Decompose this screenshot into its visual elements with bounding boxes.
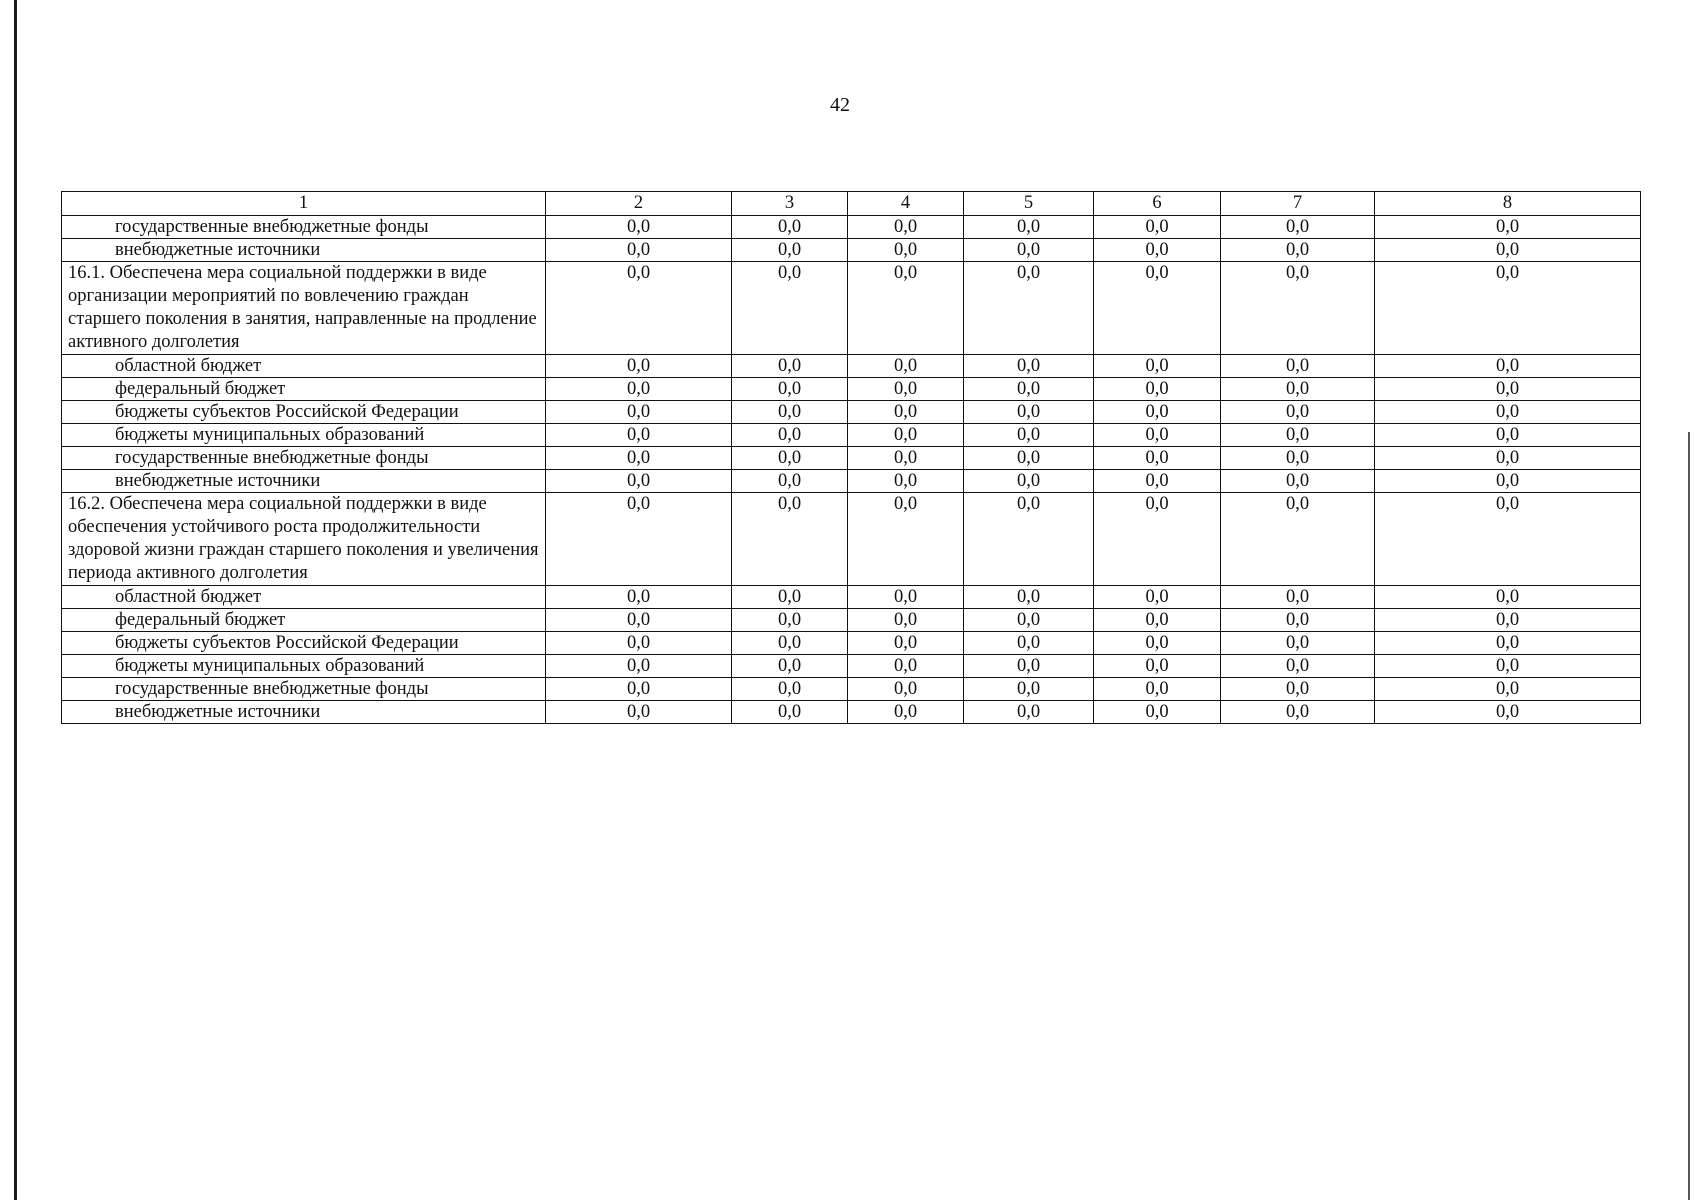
value-cell-col-6: 0,0: [1094, 586, 1221, 609]
funding-source-label-cell: областной бюджет: [62, 586, 546, 609]
value-cell-col-2: 0,0: [546, 355, 732, 378]
value-cell-col-4: 0,0: [848, 401, 964, 424]
page-number: 42: [830, 94, 850, 116]
value-cell-col-6: 0,0: [1094, 401, 1221, 424]
value-cell-col-7: 0,0: [1221, 239, 1375, 262]
value-cell-col-6: 0,0: [1094, 216, 1221, 239]
funding-source-row: [62, 378, 1641, 401]
value-cell-col-4: 0,0: [848, 655, 964, 678]
value-cell-col-3: 0,0: [732, 609, 848, 632]
value-cell-col-5: 0,0: [964, 424, 1094, 447]
value-cell-col-5: 0,0: [964, 632, 1094, 655]
funding-source-row: [62, 355, 1641, 378]
value-cell-col-8: 0,0: [1375, 655, 1641, 678]
budget-table: [61, 191, 1641, 724]
value-cell-col-8: 0,0: [1375, 586, 1641, 609]
funding-source-label-cell: федеральный бюджет: [62, 378, 546, 401]
value-cell-col-8: 0,0: [1375, 632, 1641, 655]
value-cell-col-2: 0,0: [546, 609, 732, 632]
funding-source-label-cell: федеральный бюджет: [62, 609, 546, 632]
value-cell-col-4: 0,0: [848, 447, 964, 470]
value-cell-col-2: 0,0: [546, 493, 732, 586]
funding-source-row: [62, 447, 1641, 470]
value-cell-col-3: 0,0: [732, 355, 848, 378]
value-cell-col-3: 0,0: [732, 655, 848, 678]
value-cell-col-6: 0,0: [1094, 378, 1221, 401]
value-cell-col-6: 0,0: [1094, 262, 1221, 355]
value-cell-col-3: 0,0: [732, 424, 848, 447]
value-cell-col-7: 0,0: [1221, 655, 1375, 678]
value-cell-col-6: 0,0: [1094, 632, 1221, 655]
funding-source-row: [62, 586, 1641, 609]
value-cell-col-6: 0,0: [1094, 655, 1221, 678]
table-body: [62, 192, 1641, 724]
value-cell-col-2: 0,0: [546, 216, 732, 239]
value-cell-col-4: 0,0: [848, 678, 964, 701]
table-header-row: [62, 192, 1641, 216]
funding-source-label-cell: бюджеты муниципальных образований: [62, 655, 546, 678]
header-cell-col-5: 5: [964, 192, 1094, 216]
value-cell-col-8: 0,0: [1375, 355, 1641, 378]
value-cell-col-8: 0,0: [1375, 470, 1641, 493]
value-cell-col-7: 0,0: [1221, 701, 1375, 724]
value-cell-col-3: 0,0: [732, 262, 848, 355]
value-cell-col-7: 0,0: [1221, 262, 1375, 355]
funding-source-row: [62, 424, 1641, 447]
value-cell-col-5: 0,0: [964, 493, 1094, 586]
value-cell-col-6: 0,0: [1094, 424, 1221, 447]
value-cell-col-3: 0,0: [732, 378, 848, 401]
funding-source-label-cell: государственные внебюджетные фонды: [62, 447, 546, 470]
value-cell-col-5: 0,0: [964, 216, 1094, 239]
value-cell-col-8: 0,0: [1375, 678, 1641, 701]
funding-source-row: [62, 239, 1641, 262]
value-cell-col-8: 0,0: [1375, 216, 1641, 239]
value-cell-col-7: 0,0: [1221, 586, 1375, 609]
value-cell-col-5: 0,0: [964, 447, 1094, 470]
value-cell-col-5: 0,0: [964, 401, 1094, 424]
value-cell-col-8: 0,0: [1375, 493, 1641, 586]
header-cell-col-6: 6: [1094, 192, 1221, 216]
value-cell-col-3: 0,0: [732, 447, 848, 470]
value-cell-col-4: 0,0: [848, 239, 964, 262]
value-cell-col-3: 0,0: [732, 470, 848, 493]
header-cell-col-8: 8: [1375, 192, 1641, 216]
value-cell-col-4: 0,0: [848, 424, 964, 447]
funding-source-label-cell: бюджеты муниципальных образований: [62, 424, 546, 447]
value-cell-col-6: 0,0: [1094, 701, 1221, 724]
value-cell-col-2: 0,0: [546, 447, 732, 470]
value-cell-col-2: 0,0: [546, 655, 732, 678]
value-cell-col-8: 0,0: [1375, 401, 1641, 424]
value-cell-col-3: 0,0: [732, 632, 848, 655]
value-cell-col-5: 0,0: [964, 239, 1094, 262]
value-cell-col-5: 0,0: [964, 678, 1094, 701]
value-cell-col-8: 0,0: [1375, 378, 1641, 401]
value-cell-col-3: 0,0: [732, 216, 848, 239]
header-cell-col-7: 7: [1221, 192, 1375, 216]
value-cell-col-5: 0,0: [964, 655, 1094, 678]
value-cell-col-3: 0,0: [732, 493, 848, 586]
value-cell-col-8: 0,0: [1375, 239, 1641, 262]
funding-source-label-cell: внебюджетные источники: [62, 701, 546, 724]
scan-left-edge: [14, 0, 17, 1200]
value-cell-col-7: 0,0: [1221, 678, 1375, 701]
value-cell-col-6: 0,0: [1094, 239, 1221, 262]
value-cell-col-7: 0,0: [1221, 493, 1375, 586]
value-cell-col-8: 0,0: [1375, 447, 1641, 470]
value-cell-col-2: 0,0: [546, 239, 732, 262]
measure-label-cell: 16.2. Обеспечена мера социальной поддержки в виде обеспечения устойчивого роста продолжительности здоровой жизни граждан старшего поколения и увеличения периода активного долголетия: [62, 493, 546, 586]
scan-right-edge: [1688, 432, 1690, 1200]
value-cell-col-2: 0,0: [546, 470, 732, 493]
funding-source-row: [62, 632, 1641, 655]
funding-source-row: [62, 216, 1641, 239]
value-cell-col-3: 0,0: [732, 701, 848, 724]
value-cell-col-8: 0,0: [1375, 609, 1641, 632]
funding-source-label-cell: бюджеты субъектов Российской Федерации: [62, 632, 546, 655]
value-cell-col-3: 0,0: [732, 239, 848, 262]
value-cell-col-4: 0,0: [848, 355, 964, 378]
value-cell-col-4: 0,0: [848, 378, 964, 401]
value-cell-col-3: 0,0: [732, 401, 848, 424]
value-cell-col-7: 0,0: [1221, 609, 1375, 632]
value-cell-col-6: 0,0: [1094, 493, 1221, 586]
funding-source-row: [62, 701, 1641, 724]
measure-row: [62, 262, 1641, 355]
value-cell-col-4: 0,0: [848, 609, 964, 632]
value-cell-col-5: 0,0: [964, 262, 1094, 355]
value-cell-col-6: 0,0: [1094, 355, 1221, 378]
funding-source-label-cell: областной бюджет: [62, 355, 546, 378]
value-cell-col-3: 0,0: [732, 678, 848, 701]
value-cell-col-7: 0,0: [1221, 355, 1375, 378]
value-cell-col-4: 0,0: [848, 632, 964, 655]
value-cell-col-7: 0,0: [1221, 378, 1375, 401]
value-cell-col-7: 0,0: [1221, 424, 1375, 447]
funding-source-row: [62, 609, 1641, 632]
measure-row: [62, 493, 1641, 586]
header-cell-col-4: 4: [848, 192, 964, 216]
value-cell-col-4: 0,0: [848, 493, 964, 586]
value-cell-col-5: 0,0: [964, 378, 1094, 401]
value-cell-col-4: 0,0: [848, 216, 964, 239]
value-cell-col-2: 0,0: [546, 262, 732, 355]
value-cell-col-4: 0,0: [848, 470, 964, 493]
value-cell-col-7: 0,0: [1221, 216, 1375, 239]
value-cell-col-5: 0,0: [964, 701, 1094, 724]
measure-label-cell: 16.1. Обеспечена мера социальной поддержки в виде организации мероприятий по вовлечению граждан старшего поколения в занятия, направленные на продление активного долголетия: [62, 262, 546, 355]
value-cell-col-2: 0,0: [546, 378, 732, 401]
header-cell-col-2: 2: [546, 192, 732, 216]
value-cell-col-5: 0,0: [964, 355, 1094, 378]
value-cell-col-2: 0,0: [546, 701, 732, 724]
header-cell-col-1: 1: [62, 192, 546, 216]
value-cell-col-2: 0,0: [546, 632, 732, 655]
value-cell-col-6: 0,0: [1094, 678, 1221, 701]
funding-source-label-cell: внебюджетные источники: [62, 239, 546, 262]
funding-source-row: [62, 470, 1641, 493]
value-cell-col-5: 0,0: [964, 586, 1094, 609]
value-cell-col-5: 0,0: [964, 470, 1094, 493]
funding-source-label-cell: государственные внебюджетные фонды: [62, 216, 546, 239]
value-cell-col-5: 0,0: [964, 609, 1094, 632]
value-cell-col-3: 0,0: [732, 586, 848, 609]
value-cell-col-6: 0,0: [1094, 609, 1221, 632]
value-cell-col-2: 0,0: [546, 678, 732, 701]
value-cell-col-6: 0,0: [1094, 447, 1221, 470]
value-cell-col-6: 0,0: [1094, 470, 1221, 493]
value-cell-col-7: 0,0: [1221, 447, 1375, 470]
value-cell-col-8: 0,0: [1375, 424, 1641, 447]
funding-source-row: [62, 678, 1641, 701]
value-cell-col-7: 0,0: [1221, 401, 1375, 424]
funding-source-row: [62, 655, 1641, 678]
funding-source-label-cell: внебюджетные источники: [62, 470, 546, 493]
value-cell-col-2: 0,0: [546, 586, 732, 609]
value-cell-col-7: 0,0: [1221, 470, 1375, 493]
value-cell-col-8: 0,0: [1375, 701, 1641, 724]
value-cell-col-2: 0,0: [546, 424, 732, 447]
funding-source-label-cell: бюджеты субъектов Российской Федерации: [62, 401, 546, 424]
value-cell-col-4: 0,0: [848, 586, 964, 609]
value-cell-col-7: 0,0: [1221, 632, 1375, 655]
value-cell-col-2: 0,0: [546, 401, 732, 424]
funding-source-row: [62, 401, 1641, 424]
value-cell-col-8: 0,0: [1375, 262, 1641, 355]
value-cell-col-4: 0,0: [848, 262, 964, 355]
value-cell-col-4: 0,0: [848, 701, 964, 724]
funding-source-label-cell: государственные внебюджетные фонды: [62, 678, 546, 701]
header-cell-col-3: 3: [732, 192, 848, 216]
